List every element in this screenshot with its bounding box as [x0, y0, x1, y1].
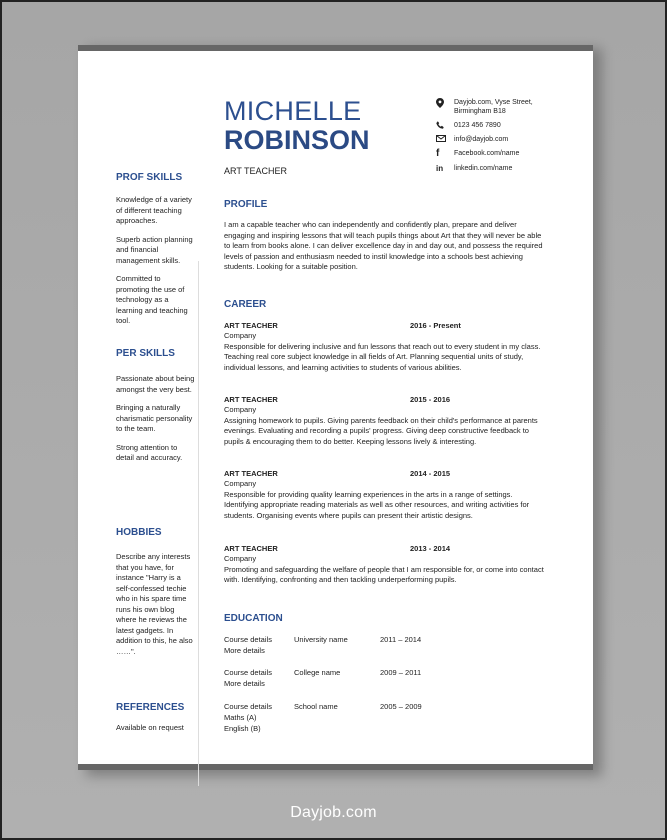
job-company: Company	[224, 479, 257, 488]
job-title: ART TEACHER	[224, 166, 288, 176]
job-description: Assigning homework to pupils. Giving parents feedback on their child's performance at parents evenings. Evaluating and recording a pupils' progress. Giving deep constructive feedback to pupils & encouraging them to do better. Keeping lessons lively & interesting.	[224, 415, 538, 446]
hobbies-heading: HOBBIES	[116, 527, 162, 538]
job-role: ART TEACHER	[224, 469, 278, 478]
edu-extra: More details	[224, 679, 265, 688]
job-description: Promoting and safeguarding the welfare of people that I am responsible for, or come into contact with. Identifying, confronting and then tackling underperforming pupils.	[224, 564, 544, 584]
edu-extra: Maths (A)	[224, 713, 257, 722]
edu-extra: More details	[224, 646, 265, 655]
edu-course: Course details	[224, 635, 272, 644]
job-company: Company	[224, 331, 257, 340]
contact-phone	[436, 121, 586, 130]
job-role: ART TEACHER	[224, 544, 278, 553]
job-role: ART TEACHER	[224, 321, 278, 330]
career-entry	[224, 544, 544, 586]
profile-text: I am a capable teacher who can independently and confidently plan, prepare and deliver engaging and inspiring lessons that will teach pupils things about Art that they will never be able to learn from books alone. I can deliver excellence day in and day out, and possess the required levels of passion and enthusiasm needed to instil knowledge into a schools best achieving students. Looking for a suitable position.	[224, 220, 543, 271]
prof-skills-list	[116, 195, 196, 335]
education-entry	[224, 668, 454, 689]
prof-skills-heading: PROF SKILLS	[116, 172, 183, 183]
last-name: ROBINSON	[224, 125, 370, 155]
edu-school: University name	[294, 635, 348, 644]
edu-school: School name	[294, 702, 338, 711]
contact-address	[436, 98, 586, 116]
edu-course: Course details	[224, 668, 272, 677]
first-name: MICHELLE	[224, 96, 362, 126]
hobbies-text	[116, 552, 196, 665]
linkedin-text[interactable]: linkedin.com/name	[454, 165, 513, 172]
list-item: Superb action planning and financial management skills.	[116, 234, 193, 265]
list-item: Bringing a naturally charismatic personality to the team.	[116, 403, 193, 433]
resume-sheet	[78, 45, 593, 770]
career-entry	[224, 395, 544, 447]
career-heading: CAREER	[224, 299, 267, 310]
list-item: Passionate about being amongst the very best.	[116, 374, 195, 394]
edu-dates: 2011 – 2014	[380, 635, 422, 644]
job-company: Company	[224, 554, 257, 563]
edu-course: Course details	[224, 702, 272, 711]
address-text: Dayjob.com, Vyse Street, Birmingham B18	[454, 99, 533, 115]
edu-school: College name	[294, 668, 341, 677]
contact-facebook	[436, 149, 586, 159]
education-heading: EDUCATION	[224, 613, 283, 624]
job-dates: 2016 - Present	[410, 321, 461, 330]
job-description: Responsible for delivering inclusive and fun lessons that reach out to every student in my class. Teaching real core subject knowledge in all fields of Art. Planning sequential units of study, individual lessons, and learning activities to students of various abilities.	[224, 341, 541, 372]
phone-text: 0123 456 7890	[454, 122, 501, 129]
job-dates: 2014 - 2015	[410, 469, 451, 478]
edu-dates: 2005 – 2009	[380, 702, 422, 711]
envelope-icon	[436, 135, 454, 142]
education-entry	[224, 702, 454, 734]
edu-dates: 2009 – 2011	[380, 668, 422, 677]
column-divider	[198, 261, 199, 786]
linkedin-icon: in	[436, 164, 444, 173]
list-item: Committed to promoting the use of technology as a learning and teaching tool.	[116, 274, 188, 325]
per-skills-heading: PER SKILLS	[116, 348, 175, 359]
hobbies-paragraph: Describe any interests that you have, for instance "Harry is a self-confessed techie who in his spare time runs his own blog where he reviews the latest gadgets. In addition to this, he also ……".	[116, 552, 193, 656]
career-entry	[224, 469, 544, 521]
career-entry	[224, 321, 544, 373]
job-role: ART TEACHER	[224, 395, 278, 404]
list-item: Knowledge of a variety of different teaching approaches.	[116, 195, 192, 225]
per-skills-list	[116, 374, 196, 472]
profile-heading: PROFILE	[224, 199, 268, 210]
contact-block	[436, 98, 586, 179]
brand-watermark: Dayjob.com	[290, 804, 377, 821]
references-text: Available on request	[116, 723, 184, 732]
job-dates: 2013 - 2014	[410, 544, 451, 553]
list-item: Strong attention to detail and accuracy.	[116, 442, 183, 462]
candidate-name	[224, 97, 370, 155]
contact-email	[436, 135, 586, 144]
references-heading: REFERENCES	[116, 702, 185, 713]
job-description: Responsible for providing quality learning experiences in the arts in a range of settings. Identifying appropriate reading materials as well as other resources, and writing activities for students. Organising events where pupils can present their artistic designs.	[224, 489, 530, 520]
contact-linkedin	[436, 164, 586, 174]
job-company: Company	[224, 405, 257, 414]
facebook-text[interactable]: Facebook.com/name	[454, 150, 520, 157]
phone-icon	[436, 121, 454, 130]
email-text[interactable]: info@dayjob.com	[454, 136, 509, 143]
facebook-icon: f	[436, 148, 440, 159]
edu-extra: English (B)	[224, 724, 261, 733]
map-pin-icon	[436, 98, 454, 108]
education-entry	[224, 635, 454, 656]
job-dates: 2015 - 2016	[410, 395, 451, 404]
